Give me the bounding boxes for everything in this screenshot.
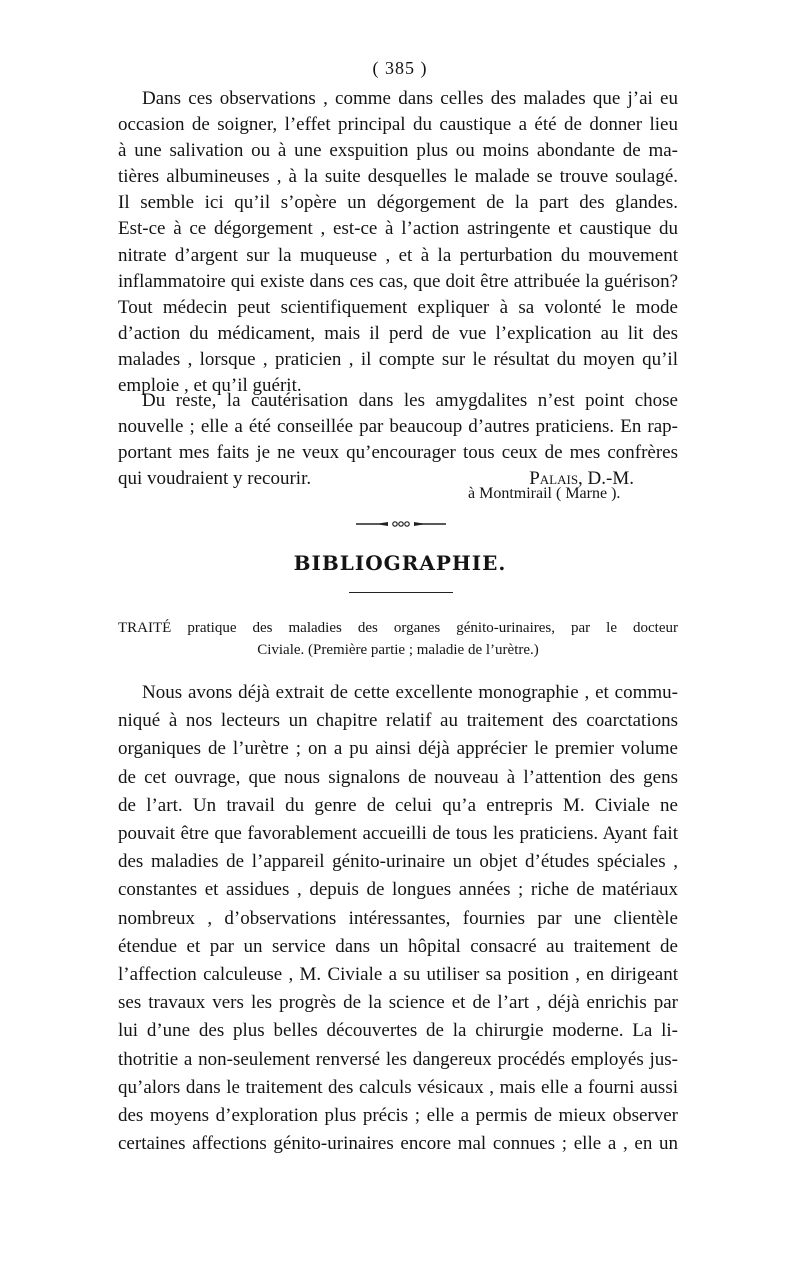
heading-rule: [349, 592, 453, 593]
text-line: niqué à nos lecteurs un chapitre relatif au traitement des coarctations: [118, 710, 678, 732]
text-line: Il semble ici qu’il s’opère un dégorgement de la part des glandes.: [118, 192, 678, 214]
text-line: Tout médecin peut scientifiquement expliquer à sa volonté le mode: [118, 296, 678, 318]
text-line: portant mes faits je ne veux qu’encourager tous ceux de mes confrères: [118, 442, 678, 464]
paragraph-conclusion: [118, 388, 678, 492]
text-line: de l’art. Un travail du genre de celui qu’a entrepris M. Civiale ne: [118, 794, 678, 816]
text-line: inflammatoire qui existe dans ces cas, que doit être attribuée la guérison?: [118, 270, 678, 292]
text-line: lui d’une des plus belles découvertes de la chirurgie moderne. La li-: [118, 1020, 678, 1042]
text-line: pouvait être que favorablement accueilli de tous les praticiens. Ayant fait: [118, 823, 678, 845]
section-heading: BIBLIOGRAPHIE.: [293, 551, 507, 575]
text-line: nitrate d’argent sur la muqueuse , et à la perturbation du mouvement: [118, 244, 678, 266]
text-line: qu’alors dans le traitement des calculs vésicaux , mais elle a fourni aussi: [118, 1076, 678, 1098]
book-title: [118, 617, 678, 661]
text-line: organiques de l’urètre ; on a pu ainsi déjà apprécier le premier volume: [118, 738, 678, 760]
text-line: Nous avons déjà extrait de cette excellente monographie , et commu-: [142, 682, 678, 703]
book-title-line2: Civiale. (Première partie ; maladie de l’urètre.): [257, 642, 539, 658]
text-line: Du reste, la cautérisation dans les amygdalites n’est point chose: [142, 390, 678, 411]
text-line: d’action du médicament, mais il perd de vue l’explication au lit des: [118, 322, 678, 344]
text-line: à une salivation ou à une exspuition plus ou moins abondante de ma-: [118, 140, 678, 162]
text-line: malades , lorsque , praticien , il compte sur le résultat du moyen qu’il: [118, 348, 678, 370]
text-line: nombreux , d’observations intéressantes, fournies par une clientèle: [118, 907, 678, 929]
text-line: l’affection calculeuse , M. Civiale a su utiliser sa position , en dirigeant: [118, 964, 678, 986]
page-number: ( 385 ): [372, 58, 428, 78]
signature-place: à Montmirail ( Marne ).: [468, 485, 621, 502]
text-line: Dans ces observations , comme dans celles des malades que j’ai eu: [142, 88, 678, 109]
text-line: constantes et assidues , depuis de longues années ; riche de matériaux: [118, 879, 678, 901]
paragraph-observations: [118, 86, 678, 399]
text-line: occasion de soigner, l’effet principal du caustique a été de donner lieu: [118, 114, 678, 136]
book-title-line1: TRAITÉ pratique des maladies des organes génito-urinaires, par le docteur: [118, 620, 678, 636]
text-line: de cet ouvrage, que nous signalons de nouveau à l’attention des gens: [118, 766, 678, 788]
text-line: des moyens d’exploration plus précis ; elle a permis de mieux observer: [118, 1105, 678, 1127]
ornament-divider: [356, 520, 446, 528]
text-line: Est-ce à ce dégorgement , est-ce à l’action astringente et caustique du: [118, 218, 678, 240]
text-line: qui voudraient y recourir.: [118, 468, 312, 490]
text-line: tières albumineuses , à la suite desquelles le malade se trouve soulagé.: [118, 166, 678, 188]
paragraph-review: [118, 679, 678, 1158]
text-line: thotritie a non-seulement renversé les dangereux procédés employés jus-: [118, 1048, 678, 1070]
signature-name: Palais, D.-M.: [529, 468, 634, 490]
text-line: emploie , et qu’il guérit.: [118, 375, 302, 397]
text-line: nouvelle ; elle a été conseillée par beaucoup d’autres praticiens. En rap-: [118, 416, 678, 438]
text-line: des maladies de l’appareil génito-urinaire un objet d’études spéciales ,: [118, 851, 678, 873]
text-line: certaines affections génito-urinaires encore mal connues ; elle a , en un: [118, 1133, 678, 1155]
text-line: ses travaux vers les progrès de la science et de l’art , déjà enrichis par: [118, 992, 678, 1014]
text-line: étendue et par un service dans un hôpital consacré au traitement de: [118, 935, 678, 957]
